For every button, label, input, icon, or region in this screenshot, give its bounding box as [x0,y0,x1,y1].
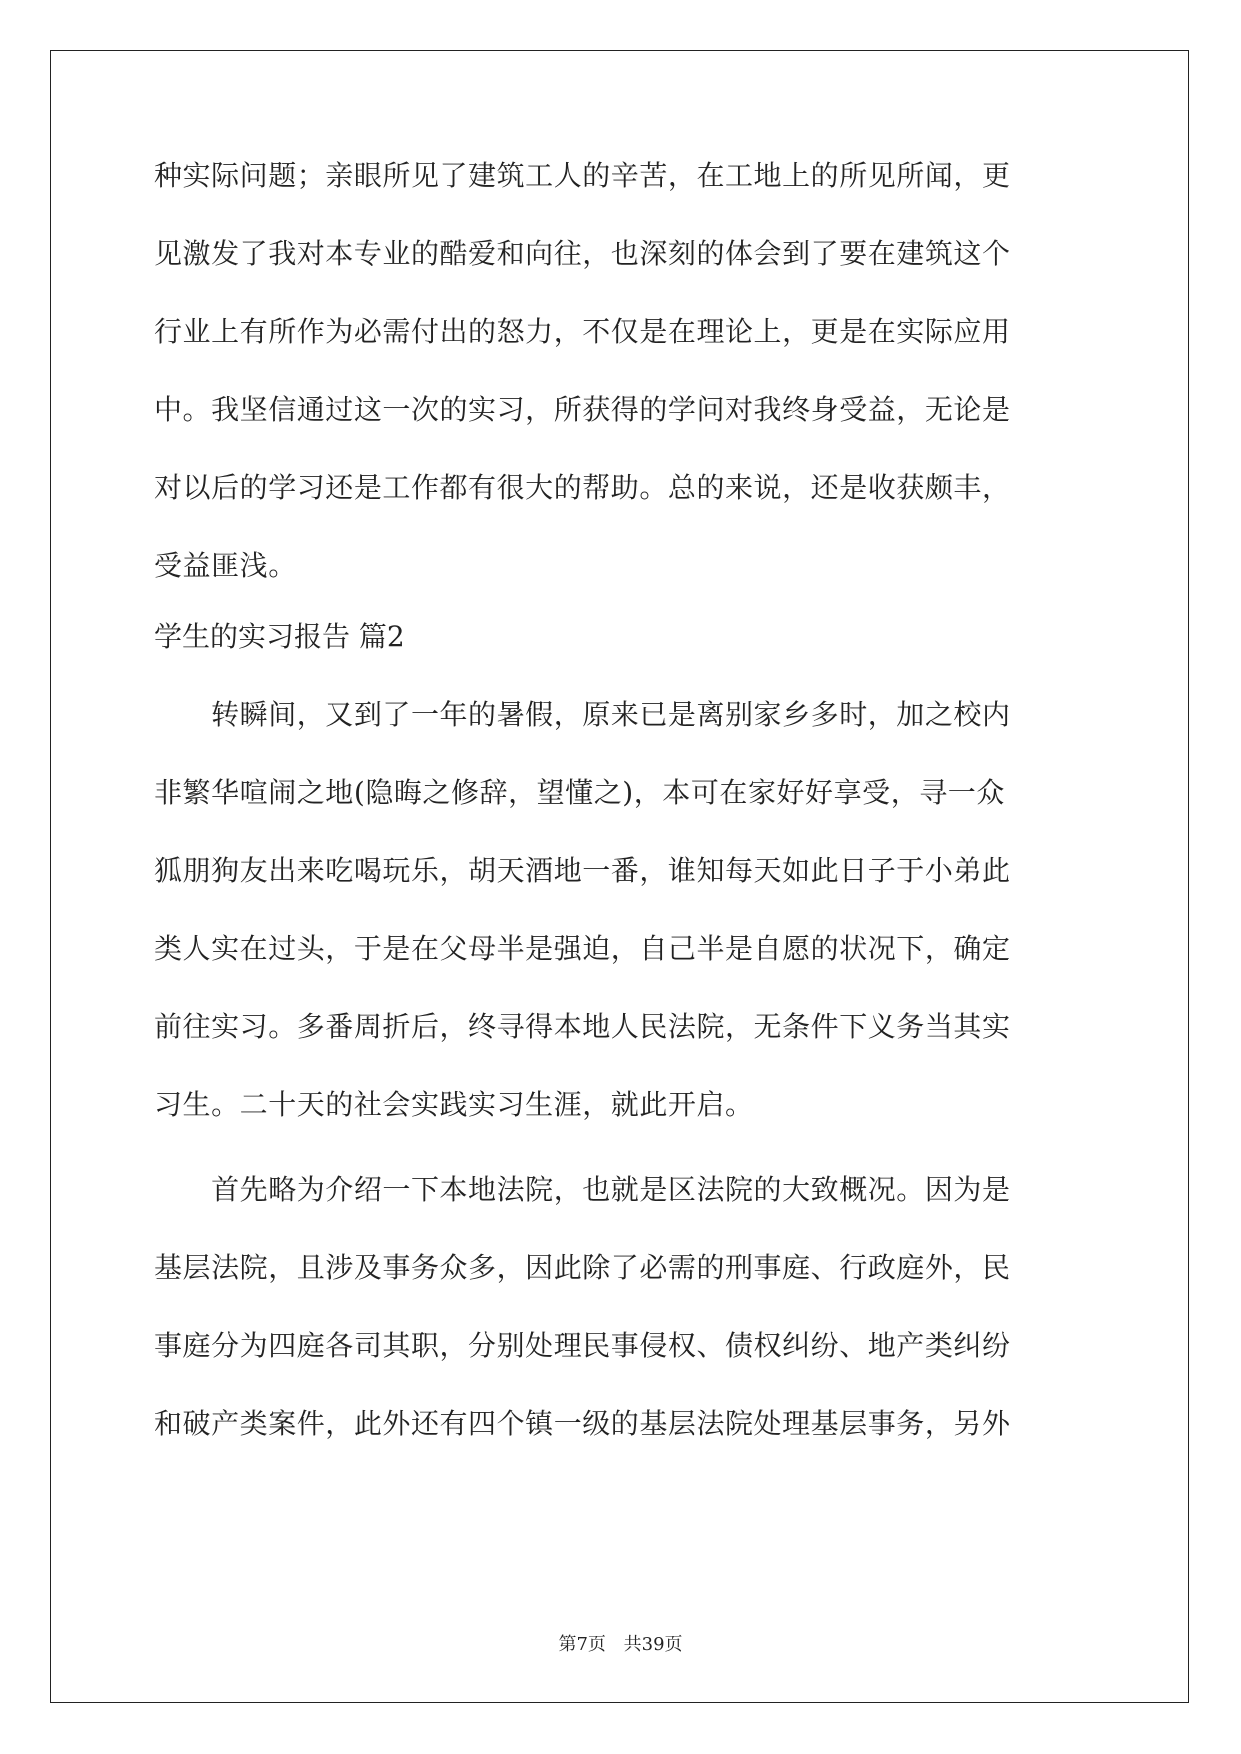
text-line: 类人实在过头，于是在父母半是强迫，自己半是自愿的状况下，确定 [154,932,1011,965]
page-number: 第7页 [558,1634,606,1655]
text-line: 习生。二十天的社会实践实习生涯，就此开启。 [154,1088,754,1121]
text-line: 见激发了我对本专业的酷爱和向往，也深刻的体会到了要在建筑这个 [154,237,1011,270]
text-line: 和破产类案件，此外还有四个镇一级的基层法院处理基层事务，另外 [154,1407,1011,1440]
text-line: 对以后的学习还是工作都有很大的帮助。总的来说，还是收获颇丰， [154,471,1011,504]
text-line: 中。我坚信通过这一次的实习，所获得的学问对我终身受益，无论是 [154,393,1011,426]
text-line: 狐朋狗友出来吃喝玩乐，胡天酒地一番，谁知每天如此日子于小弟此 [154,854,1011,887]
text-line: 种实际问题；亲眼所见了建筑工人的辛苦，在工地上的所见所闻，更 [154,159,1011,192]
total-pages: 共39页 [623,1634,683,1655]
document-body [154,156,1094,1482]
page-footer [0,1630,1241,1656]
paragraph-3 [154,1170,1094,1443]
text-line: 首先略为介绍一下本地法院，也就是区法院的大致概况。因为是 [154,1173,1011,1206]
section-heading: 学生的实习报告 篇2 [154,620,405,653]
paragraph-1 [154,156,1094,585]
text-line: 行业上有所作为必需付出的怒力，不仅是在理论上，更是在实际应用 [154,315,1011,348]
text-line: 前往实习。多番周折后，终寻得本地人民法院，无条件下义务当其实 [154,1010,1011,1043]
paragraph-2 [154,695,1094,1124]
text-line: 基层法院，且涉及事务众多，因此除了必需的刑事庭、行政庭外，民 [154,1251,1011,1284]
text-line: 受益匪浅。 [154,549,297,582]
text-line: 事庭分为四庭各司其职，分别处理民事侵权、债权纠纷、地产类纠纷 [154,1329,1011,1362]
text-line: 非繁华喧闹之地(隐晦之修辞，望懂之)，本可在家好好享受，寻一众 [154,776,1005,809]
text-line: 转瞬间，又到了一年的暑假，原来已是离别家乡多时，加之校内 [154,698,1011,731]
